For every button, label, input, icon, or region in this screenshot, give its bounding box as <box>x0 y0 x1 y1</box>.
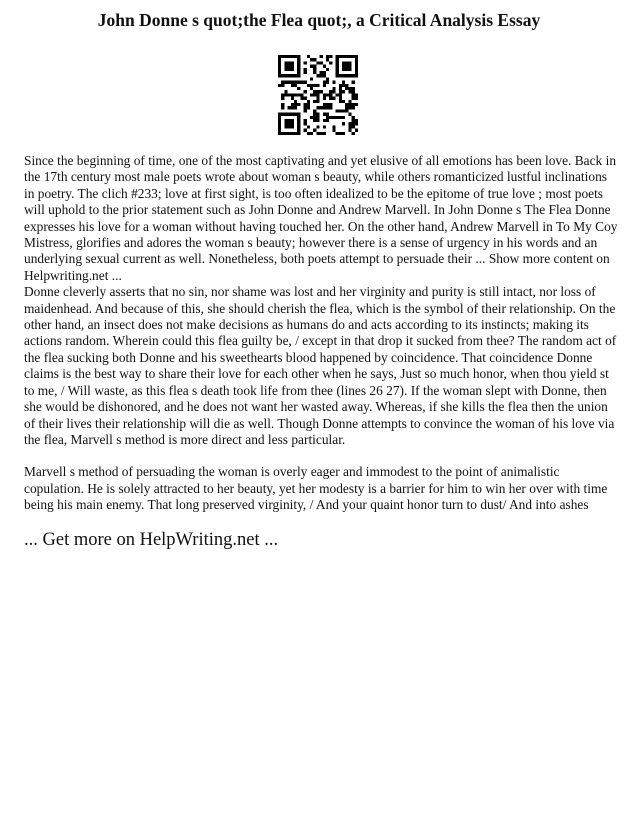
paragraph-3: Marvell s method of persuading the woman is overly eager and immodest to the point of animalistic copulation. He is solely attracted to her beauty, yet her modesty is a barrier for him to win her over with time being his main enemy. That long preserved virginity, / And your quaint honor turn to dust/ And into ashes <box>24 464 608 513</box>
document-title: John Donne s quot;the Flea quot;, a Critical Analysis Essay <box>97 10 541 30</box>
document-body <box>24 153 618 548</box>
paragraph-2: Donne cleverly asserts that no sin, nor shame was lost and her virginity and purity is still intact, nor loss of maidenhead. And because of this, she should cherish the flea, which is the symbol of their relationship. On the other hand, an insect does not make decisions as humans do and acts according to its instincts; making its actions random. Wherein could this flea guilty be, / except in that drop it sucked from thee? The random act of the flea sucking both Donne and his sweethearts blood happened by coincidence. That coincidence Donne claims is the best way to share their love for each other when he says, Just so much honor, when thou yield st to me, / Will waste, as this flea s death took life from thee (lines 26 27). If the woman slept with Donne, then she would be dishonored, and he does not want her wasted away. Whereas, if she kills the flea then the union of their lives their relationship will die as well. Though Donne attempts to convince the woman of his love via the flea, Marvell s method is more direct and less particular. <box>24 284 617 447</box>
qr-code-icon <box>278 55 358 135</box>
get-more-link[interactable]: ... Get more on HelpWriting.net ... <box>24 529 279 550</box>
paragraph-1: Since the beginning of time, one of the most captivating and yet elusive of all emotions has been love. Back in the 17th century most male poets wrote about woman s beauty, while others romanticized lustful inclinations in poetry. The clich #233; love at first sight, is too often idealized to be the epitome of true love ; most poets will uphold to the prior statement such as John Donne and Andrew Marvell. In John Donne s The Flea Donne expresses his love for a woman without having touched her. On the other hand, Andrew Marvell in To My Coy Mistress, glorifies and adores the woman s beauty; however there is a sense of urgency in his words and an underlying sexual current as well. Nonetheless, both poets attempt to persuade their ... Show more content on Helpwriting.net ... <box>24 153 618 283</box>
